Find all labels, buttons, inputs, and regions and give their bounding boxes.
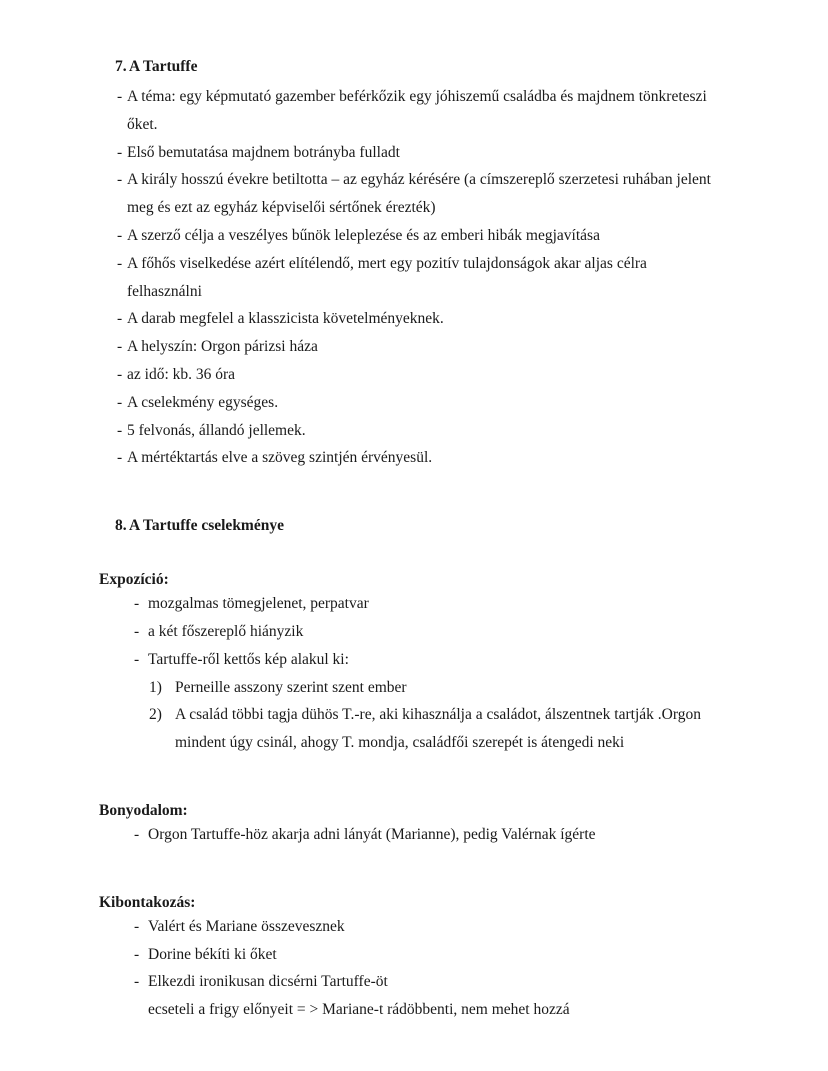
expozicio-numbered-list xyxy=(99,674,723,757)
list-item xyxy=(99,250,723,306)
list-item-text: Perneille asszony szerint szent ember xyxy=(175,678,407,696)
section-7-heading xyxy=(99,57,723,77)
section-7-number: 7. xyxy=(115,58,127,75)
list-item-text: 5 felvonás, állandó jellemek. xyxy=(127,421,306,439)
list-item-text: Orgon Tartuffe-höz akarja adni lányát (Marianne), pedig Valérnak ígérte xyxy=(148,825,596,843)
document-content xyxy=(99,57,723,1024)
kibontakozas-list xyxy=(99,913,723,996)
list-item xyxy=(99,139,723,167)
dash-bullet-icon: - xyxy=(117,254,123,272)
list-item-marker: 1) xyxy=(149,678,162,696)
section-8-heading xyxy=(99,516,723,536)
spacer xyxy=(99,536,723,570)
spacer xyxy=(99,472,723,516)
list-item-text: Elkezdi ironikusan dicsérni Tartuffe-öt xyxy=(148,973,388,991)
list-item xyxy=(99,941,723,969)
list-item xyxy=(99,333,723,361)
list-item-text: az idő: kb. 36 óra xyxy=(127,365,236,383)
kibontakozas-continuation-text: ecseteli a frigy előnyeit = > Mariane-t rádöbbenti, nem mehet hozzá xyxy=(148,1001,570,1019)
dash-bullet-icon: - xyxy=(134,945,140,963)
dash-bullet-icon: - xyxy=(117,365,123,383)
list-item-text: A mértéktartás elve a szöveg szintjén érvényesül. xyxy=(127,449,433,467)
list-item-text: A darab megfelel a klasszicista követelményeknek. xyxy=(127,310,444,328)
dash-bullet-icon: - xyxy=(117,310,123,328)
list-item xyxy=(99,646,723,674)
list-item xyxy=(99,913,723,941)
section-7-list xyxy=(99,83,723,472)
dash-bullet-icon: - xyxy=(134,973,140,991)
list-item xyxy=(99,389,723,417)
dash-bullet-icon: - xyxy=(117,421,123,439)
list-item-text: A helyszín: Orgon párizsi háza xyxy=(127,338,318,356)
list-item-text: a két főszereplő hiányzik xyxy=(148,622,304,640)
dash-bullet-icon: - xyxy=(117,143,123,161)
list-item xyxy=(99,821,723,849)
list-item xyxy=(99,361,723,389)
list-item xyxy=(99,444,723,472)
list-item xyxy=(99,166,723,222)
dash-bullet-icon: - xyxy=(134,595,140,613)
list-item-text: Valért és Mariane összevesznek xyxy=(148,917,345,935)
dash-bullet-icon: - xyxy=(134,622,140,640)
subheading-bonyodalom: Bonyodalom: xyxy=(99,801,188,819)
subheading-expozicio: Expozíció: xyxy=(99,571,169,589)
list-item xyxy=(99,83,723,139)
list-item-text: Dorine békíti ki őket xyxy=(148,945,277,963)
list-item xyxy=(99,222,723,250)
list-item xyxy=(99,968,723,996)
list-item-text: mozgalmas tömegjelenet, perpatvar xyxy=(148,595,369,613)
section-8-number: 8. xyxy=(115,517,127,535)
bonyodalom-list xyxy=(99,821,723,849)
section-7 xyxy=(99,57,723,472)
list-item-marker: 2) xyxy=(149,706,162,724)
dash-bullet-icon: - xyxy=(117,88,123,105)
list-item-text: A szerző célja a veszélyes bűnök leleplezése és az emberi hibák megjavítása xyxy=(127,226,600,244)
list-item xyxy=(99,305,723,333)
list-item xyxy=(99,590,723,618)
spacer xyxy=(99,757,723,801)
dash-bullet-icon: - xyxy=(117,449,123,467)
list-item-text: A cselekmény egységes. xyxy=(127,393,279,411)
dash-bullet-icon: - xyxy=(117,338,123,356)
section-7-title: A Tartuffe xyxy=(129,58,198,75)
spacer xyxy=(99,849,723,893)
list-item-text: Tartuffe-ről kettős kép alakul ki: xyxy=(148,650,349,668)
list-item xyxy=(99,701,723,757)
list-item xyxy=(99,674,723,702)
list-item-text: A főhős viselkedése azért elítélendő, mert egy pozitív tulajdonságok akar aljas célra felhasználni xyxy=(127,254,647,300)
section-8 xyxy=(99,516,723,1024)
list-item xyxy=(99,618,723,646)
dash-bullet-icon: - xyxy=(117,226,123,244)
list-item xyxy=(99,417,723,445)
dash-bullet-icon: - xyxy=(117,171,123,189)
list-item-text: A király hosszú évekre betiltotta – az egyház kérésére (a címszereplő szerzetesi ruhában jelent meg és ezt az egyház képviselői sértőnek érezték) xyxy=(127,171,711,217)
list-item-text: Első bemutatása majdnem botrányba fulladt xyxy=(127,143,400,161)
expozicio-list xyxy=(99,590,723,673)
dash-bullet-icon: - xyxy=(134,917,140,935)
dash-bullet-icon: - xyxy=(134,825,140,843)
subheading-kibontakozas: Kibontakozás: xyxy=(99,893,196,911)
list-item-text: A téma: egy képmutató gazember beférkőzik egy jóhiszemű családba és majdnem tönkreteszi őket. xyxy=(127,88,707,133)
dash-bullet-icon: - xyxy=(117,393,123,411)
dash-bullet-icon: - xyxy=(134,650,140,668)
section-8-title: A Tartuffe cselekménye xyxy=(129,517,284,535)
list-item-text: A család többi tagja dühös T.-re, aki kihasználja a családot, álszentnek tartják .Orgon mindent úgy csinál, ahogy T. mondja, családfői szerepét is átengedi neki xyxy=(175,706,701,752)
